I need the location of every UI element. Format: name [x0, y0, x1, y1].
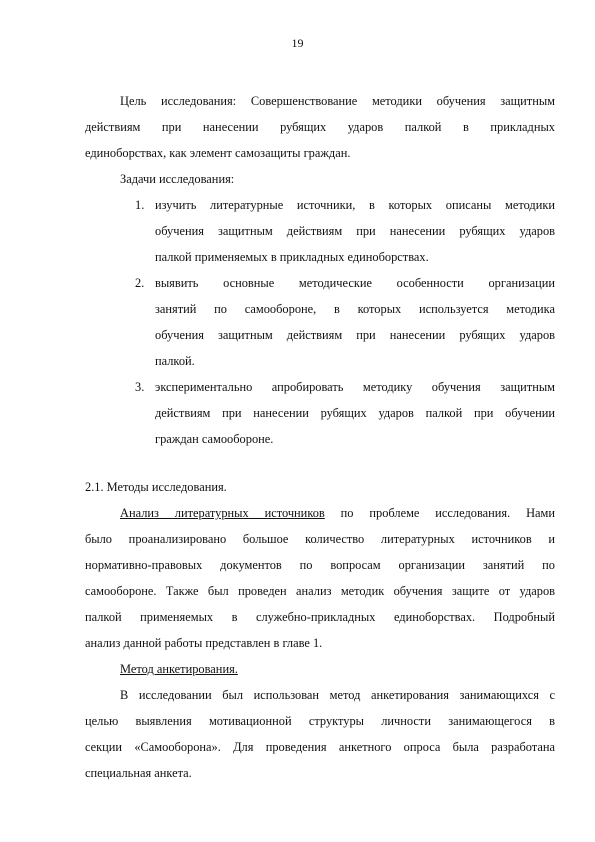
p1-line-1-text: по проблеме исследования. Нами — [324, 506, 555, 520]
task-line: граждан самообороне. — [155, 432, 274, 446]
p2-line-1: В исследовании был использован метод анкетирования занимающихся с — [120, 688, 555, 702]
task-item-1 — [135, 192, 555, 270]
task-item-2 — [135, 270, 555, 374]
section-heading: 2.1. Методы исследования. — [85, 480, 227, 494]
goal-line-2: действиям при нанесении рубящих ударов палкой в прикладных — [85, 120, 555, 134]
p1-line: нормативно-правовых документов по вопросам организации занятий по — [85, 558, 555, 572]
survey-method-heading: Метод анкетирования. — [120, 662, 238, 676]
tasks-label: Задачи исследования: — [120, 172, 235, 186]
p2-line: секции «Самооборона». Для проведения анкетного опроса была разработана — [85, 740, 555, 754]
task-line: выявить основные методические особенности организации — [155, 276, 555, 290]
goal-line-1 — [85, 88, 555, 114]
task-number: 3. — [135, 380, 145, 394]
page-number: 19 — [291, 36, 304, 50]
p1-line: анализ данной работы представлен в главе 1. — [85, 636, 323, 650]
p1-line-1 — [85, 500, 555, 526]
goal-label: Цель исследования: — [120, 94, 237, 108]
task-number: 1. — [135, 198, 145, 212]
p1-line: самообороне. Также был проведен анализ методик обучения защите от ударов — [85, 584, 555, 598]
tasks-list — [135, 192, 555, 452]
task-line: изучить литературные источники, в которых описаны методики — [155, 198, 555, 212]
task-line: обучения защитным действиям при нанесении рубящих ударов — [155, 224, 555, 238]
task-number: 2. — [135, 276, 145, 290]
p1-line: палкой применяемых в служебно-прикладных единоборствах. Подробный — [85, 610, 555, 624]
p2-line: специальная анкета. — [85, 766, 192, 780]
task-line: занятий по самообороне, в которых используется методика — [155, 302, 555, 316]
task-line: палкой применяемых в прикладных единоборствах. — [155, 250, 429, 264]
task-line: палкой. — [155, 354, 195, 368]
task-line: обучения защитным действиям при нанесении рубящих ударов — [155, 328, 555, 342]
goal-line-3: единоборствах, как элемент самозащиты граждан. — [85, 146, 351, 160]
literature-analysis-heading: Анализ литературных источников — [120, 506, 325, 520]
task-line: действиям при нанесении рубящих ударов палкой при обучении — [155, 406, 555, 420]
p2-line: целью выявления мотивационной структуры личности занимающегося в — [85, 714, 555, 728]
methods-paragraph-2 — [85, 682, 555, 786]
goal-text: Совершенствование методики обучения защитным — [236, 94, 555, 108]
goal-paragraph — [85, 88, 555, 166]
p1-line: было проанализировано большое количество литературных источников и — [85, 532, 555, 546]
method-heading-line — [85, 656, 555, 682]
methods-paragraph-1 — [85, 500, 555, 656]
task-item-3 — [135, 374, 555, 452]
task-line: экспериментально апробировать методику обучения защитным — [155, 380, 555, 394]
